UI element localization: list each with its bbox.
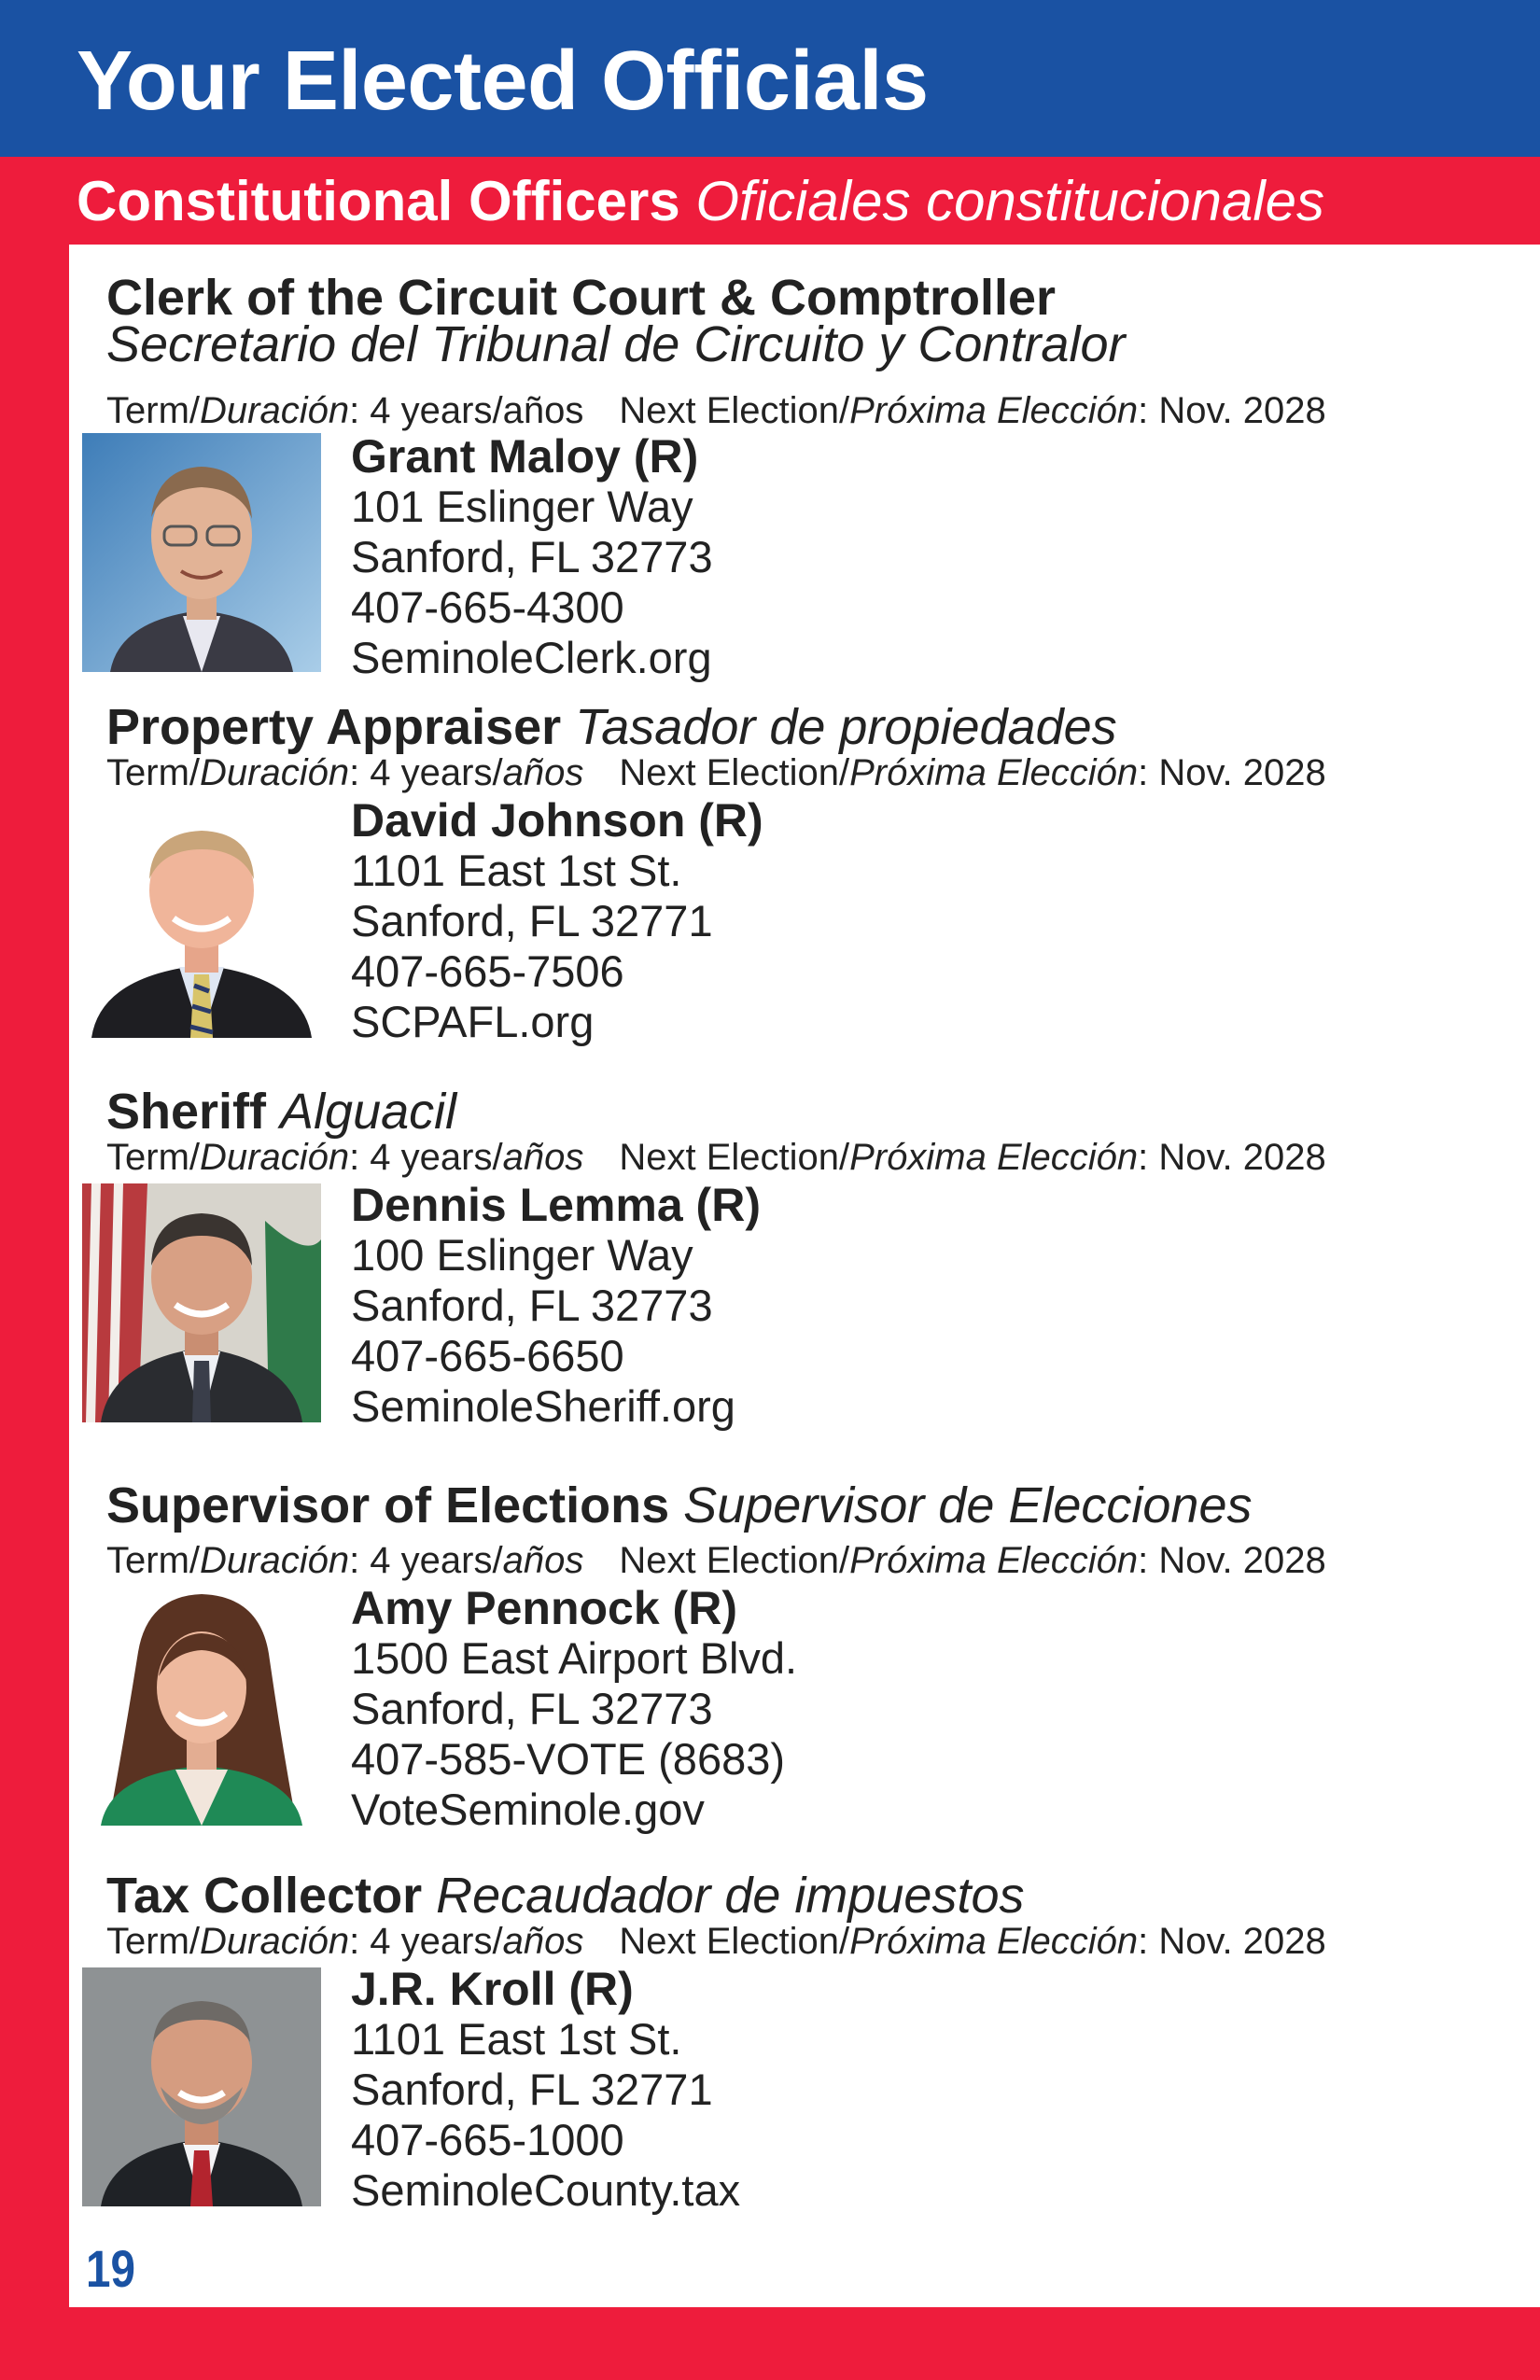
office-title: [106, 270, 1057, 326]
official-name: Amy Pennock (R): [351, 1582, 737, 1634]
official-photo-dennis-lemma: [82, 1183, 321, 1422]
official-address-line1: 1500 East Airport Blvd.: [351, 1633, 798, 1683]
official-info: [351, 795, 763, 1047]
official-name: J.R. Kroll (R): [351, 1963, 634, 2015]
official-phone: 407-665-7506: [351, 946, 624, 996]
official-info: [351, 1180, 761, 1432]
term-line: Term/Duración: 4 years/años Next Election/Próxima Elección: Nov. 2028: [106, 390, 1326, 431]
office-sheriff: [69, 1081, 1540, 1454]
page-header: [0, 0, 1540, 157]
office-title-es: Supervisor de Elecciones: [683, 1477, 1253, 1533]
term-line: Term/Duración: 4 years/años Next Election/Próxima Elección: Nov. 2028: [106, 1137, 1326, 1178]
page-number: 19: [86, 2239, 135, 2298]
official-photo-grant-maloy: [82, 433, 321, 672]
official-website[interactable]: VoteSeminole.gov: [351, 1785, 705, 1834]
office-title-en: Tax Collector: [106, 1868, 423, 1924]
section-title: [77, 170, 1325, 232]
office-title-en: Sheriff: [106, 1084, 267, 1140]
page-title: Your Elected Officials: [77, 35, 929, 128]
office-supervisor-of-elections: [69, 1462, 1540, 1844]
official-info: [351, 431, 713, 683]
official-phone: 407-665-1000: [351, 2115, 624, 2164]
official-address-line2: Sanford, FL 32771: [351, 2065, 713, 2114]
office-title-es: Secretario del Tribunal de Circuito y Contralor: [106, 316, 1126, 372]
office-title-en: Clerk of the Circuit Court & Comptroller: [106, 270, 1057, 326]
office-title-en: Property Appraiser: [106, 699, 562, 755]
official-address-line2: Sanford, FL 32773: [351, 1281, 713, 1330]
official-name: David Johnson (R): [351, 794, 763, 847]
official-address-line2: Sanford, FL 32773: [351, 532, 713, 581]
term-line: Term/Duración: 4 years/años Next Election/Próxima Elección: Nov. 2028: [106, 752, 1326, 793]
official-address-line1: 101 Eslinger Way: [351, 482, 693, 531]
term-line: Term/Duración: 4 years/años Next Election/Próxima Elección: Nov. 2028: [106, 1921, 1326, 1962]
office-title-en: Supervisor of Elections: [106, 1477, 670, 1533]
official-address-line1: 1101 East 1st St.: [351, 2014, 682, 2064]
office-title: [106, 699, 1117, 755]
office-property-appraiser: [69, 696, 1540, 1070]
office-title: [106, 1868, 1025, 1924]
official-name: Dennis Lemma (R): [351, 1179, 761, 1231]
office-title-es: Recaudador de impuestos: [436, 1868, 1025, 1924]
official-photo-amy-pennock: [82, 1587, 321, 1826]
official-info: [351, 1583, 797, 1835]
section-title-en: Constitutional Officers: [77, 170, 680, 232]
officials-panel: [69, 245, 1540, 2307]
official-photo-david-johnson: [82, 799, 321, 1038]
office-title-es: Alguacil: [280, 1084, 457, 1140]
official-phone: 407-665-6650: [351, 1331, 624, 1380]
official-address-line1: 100 Eslinger Way: [351, 1230, 693, 1280]
official-phone: 407-665-4300: [351, 582, 624, 632]
official-info: [351, 1964, 740, 2216]
official-address-line2: Sanford, FL 32773: [351, 1684, 713, 1733]
official-website[interactable]: SeminoleSheriff.org: [351, 1381, 735, 1431]
office-title-es: Tasador de propiedades: [575, 699, 1117, 755]
official-address-line2: Sanford, FL 32771: [351, 896, 713, 945]
official-phone: 407-585-VOTE (8683): [351, 1734, 786, 1784]
official-website[interactable]: SeminoleClerk.org: [351, 633, 712, 682]
section-title-es: Oficiales constitucionales: [695, 170, 1325, 232]
official-address-line1: 1101 East 1st St.: [351, 846, 682, 895]
official-website[interactable]: SCPAFL.org: [351, 997, 595, 1046]
official-name: Grant Maloy (R): [351, 430, 699, 483]
official-website[interactable]: SeminoleCounty.tax: [351, 2165, 741, 2215]
office-title: [106, 1084, 457, 1140]
office-tax-collector: [69, 1855, 1540, 2247]
official-photo-jr-kroll: [82, 1967, 321, 2206]
office-title: [106, 1477, 1253, 1533]
term-line: Term/Duración: 4 years/años Next Election/Próxima Elección: Nov. 2028: [106, 1540, 1326, 1581]
office-clerk: [69, 267, 1540, 682]
